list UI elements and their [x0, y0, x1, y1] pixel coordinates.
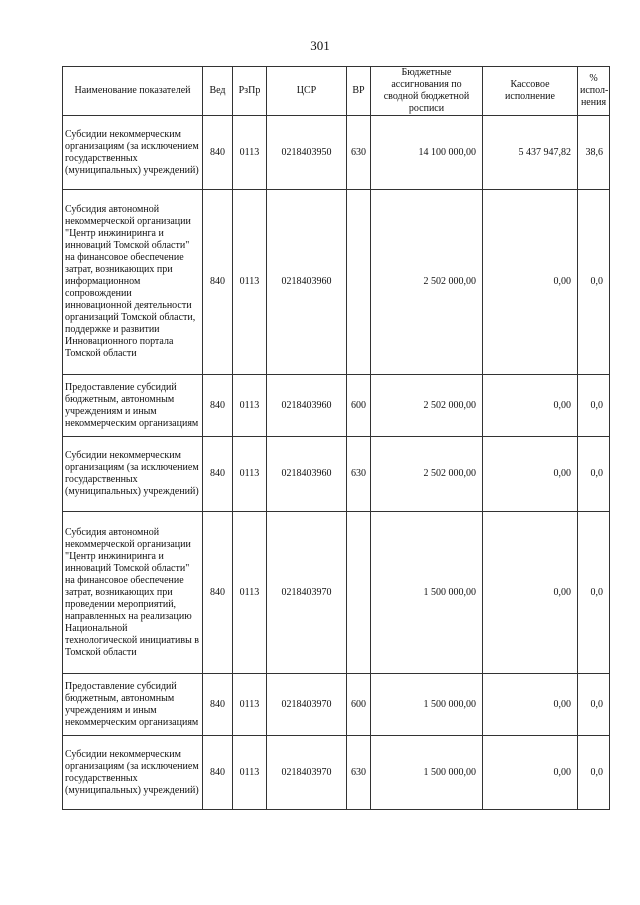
header-cash: Кассовое исполнение — [483, 67, 578, 116]
row-percent: 0,0 — [578, 674, 610, 736]
row-percent: 0,0 — [578, 736, 610, 810]
table-row — [63, 512, 610, 674]
row-csr: 0218403960 — [267, 375, 347, 437]
table-row — [63, 437, 610, 512]
row-budget: 14 100 000,00 — [371, 116, 483, 190]
row-name: Предоставление субсидий бюджетным, автономным учреждениям и иным некоммерческим организациям — [63, 375, 203, 437]
row-ved: 840 — [203, 736, 233, 810]
row-rzpr: 0113 — [233, 674, 267, 736]
row-vr — [347, 190, 371, 375]
row-cash: 5 437 947,82 — [483, 116, 578, 190]
budget-table — [62, 66, 610, 810]
row-budget: 2 502 000,00 — [371, 190, 483, 375]
row-cash: 0,00 — [483, 512, 578, 674]
row-rzpr: 0113 — [233, 512, 267, 674]
row-rzpr: 0113 — [233, 437, 267, 512]
row-ved: 840 — [203, 512, 233, 674]
row-csr: 0218403960 — [267, 190, 347, 375]
row-name: Субсидия автономной некоммерческой организации "Центр инжиниринга и инноваций Томской области" на финансовое обеспечение затрат, возникающих при информационном сопровождении инновационной деятельности организаций Томской области, поддержке и развитии Инновационного портала Томской области — [63, 190, 203, 375]
row-csr: 0218403970 — [267, 512, 347, 674]
row-percent: 0,0 — [578, 190, 610, 375]
row-percent: 0,0 — [578, 512, 610, 674]
row-rzpr: 0113 — [233, 375, 267, 437]
row-csr: 0218403970 — [267, 736, 347, 810]
header-rzpr: РзПр — [233, 67, 267, 116]
row-name: Предоставление субсидий бюджетным, автономным учреждениям и иным некоммерческим организациям — [63, 674, 203, 736]
page-number: 301 — [310, 38, 330, 53]
row-ved: 840 — [203, 190, 233, 375]
row-cash: 0,00 — [483, 190, 578, 375]
row-cash: 0,00 — [483, 375, 578, 437]
table-row — [63, 736, 610, 810]
row-name: Субсидии некоммерческим организациям (за исключением государственных (муниципальных) учреждений) — [63, 116, 203, 190]
row-percent: 0,0 — [578, 437, 610, 512]
header-csr: ЦСР — [267, 67, 347, 116]
row-cash: 0,00 — [483, 437, 578, 512]
row-csr: 0218403950 — [267, 116, 347, 190]
row-vr: 600 — [347, 375, 371, 437]
table-row — [63, 674, 610, 736]
row-name: Субсидия автономной некоммерческой организации "Центр инжиниринга и инноваций Томской области" на финансовое обеспечение затрат, возникающих при проведении мероприятий, направленных на реализацию Национальной технологической инициативы в Томской области — [63, 512, 203, 674]
row-ved: 840 — [203, 674, 233, 736]
row-cash: 0,00 — [483, 674, 578, 736]
header-budget: Бюджетные ассигнования по сводной бюджетной росписи — [371, 67, 483, 116]
row-rzpr: 0113 — [233, 116, 267, 190]
row-name: Субсидии некоммерческим организациям (за исключением государственных (муниципальных) учреждений) — [63, 736, 203, 810]
row-ved: 840 — [203, 437, 233, 512]
row-percent: 0,0 — [578, 375, 610, 437]
row-ved: 840 — [203, 116, 233, 190]
header-name: Наименование показателей — [63, 67, 203, 116]
table-header-row — [63, 67, 610, 116]
row-csr: 0218403960 — [267, 437, 347, 512]
row-vr: 630 — [347, 116, 371, 190]
row-vr: 600 — [347, 674, 371, 736]
row-vr — [347, 512, 371, 674]
header-vr: ВР — [347, 67, 371, 116]
row-budget: 2 502 000,00 — [371, 375, 483, 437]
header-ved: Вед — [203, 67, 233, 116]
row-budget: 1 500 000,00 — [371, 674, 483, 736]
row-cash: 0,00 — [483, 736, 578, 810]
header-percent: % испол-нения — [578, 67, 610, 116]
table-row — [63, 116, 610, 190]
row-vr: 630 — [347, 437, 371, 512]
row-ved: 840 — [203, 375, 233, 437]
row-budget: 1 500 000,00 — [371, 736, 483, 810]
row-rzpr: 0113 — [233, 190, 267, 375]
row-budget: 1 500 000,00 — [371, 512, 483, 674]
table-row — [63, 375, 610, 437]
row-rzpr: 0113 — [233, 736, 267, 810]
row-vr: 630 — [347, 736, 371, 810]
row-csr: 0218403970 — [267, 674, 347, 736]
table-row — [63, 190, 610, 375]
row-budget: 2 502 000,00 — [371, 437, 483, 512]
row-name: Субсидии некоммерческим организациям (за исключением государственных (муниципальных) учреждений) — [63, 437, 203, 512]
row-percent: 38,6 — [578, 116, 610, 190]
